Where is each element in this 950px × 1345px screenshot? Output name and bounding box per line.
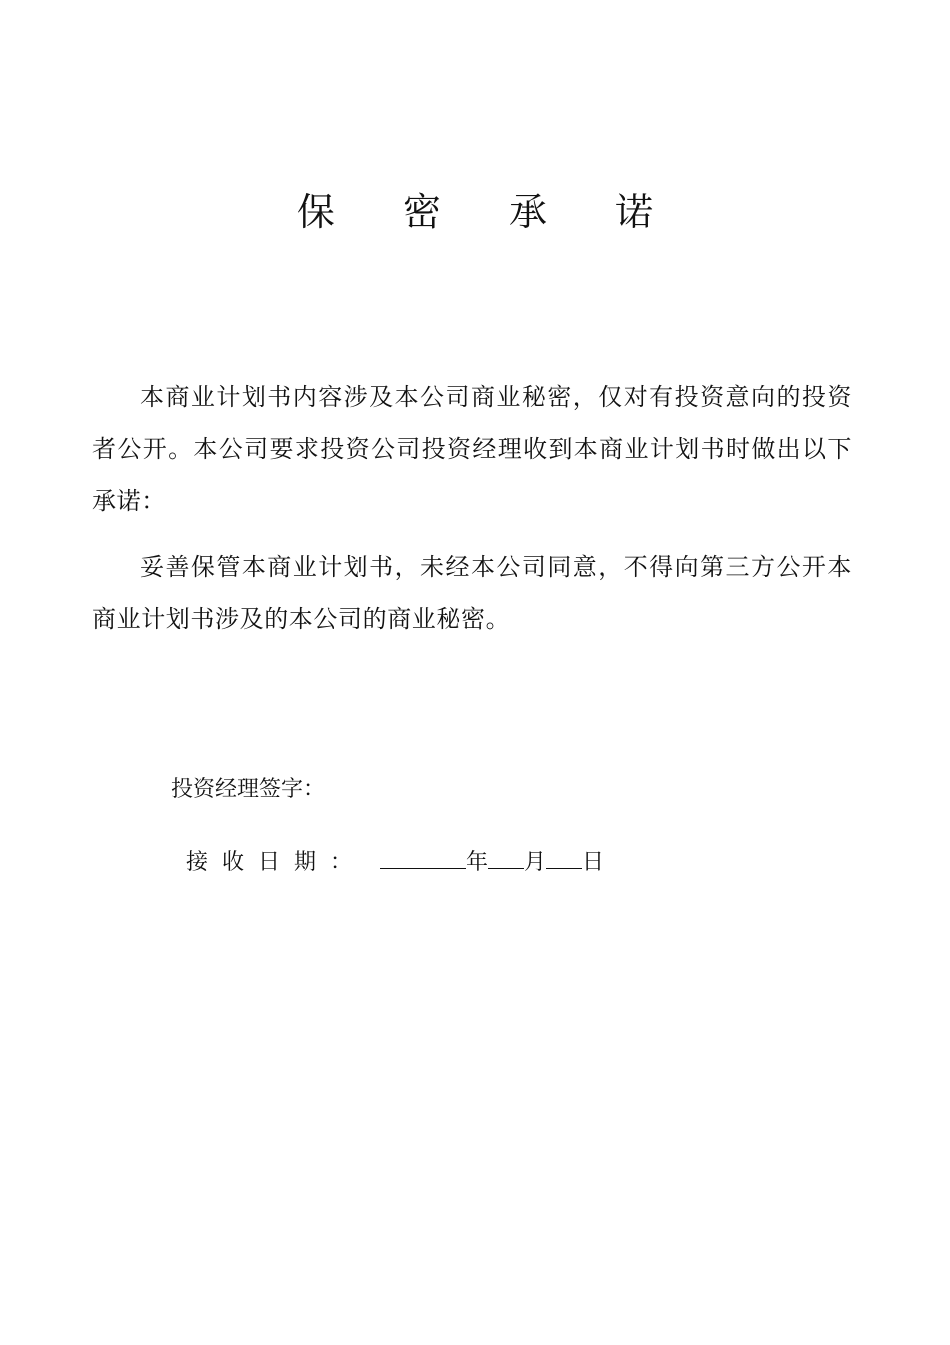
- document-title: 保 密 承 诺: [296, 190, 682, 234]
- paragraph-commitment: 妥善保管本商业计划书，未经本公司同意，不得向第三方公开本商业计划书涉及的本公司的商业秘密。: [92, 553, 852, 633]
- signature-label: 投资经理签字：: [171, 777, 326, 802]
- day-blank[interactable]: [546, 840, 582, 869]
- year-unit: 年: [466, 850, 489, 875]
- day-unit: 日: [582, 850, 605, 875]
- month-unit: 月: [524, 850, 547, 875]
- year-blank[interactable]: [380, 840, 466, 869]
- paragraph-confidentiality-scope: 本商业计划书内容涉及本公司商业秘密，仅对有投资意向的投资者公开。本公司要求投资公司投资经理收到本商业计划书时做出以下承诺：: [92, 383, 852, 515]
- receipt-date-label: 接收日期：: [186, 850, 367, 875]
- month-blank[interactable]: [488, 840, 524, 869]
- receipt-date-line: [186, 840, 604, 883]
